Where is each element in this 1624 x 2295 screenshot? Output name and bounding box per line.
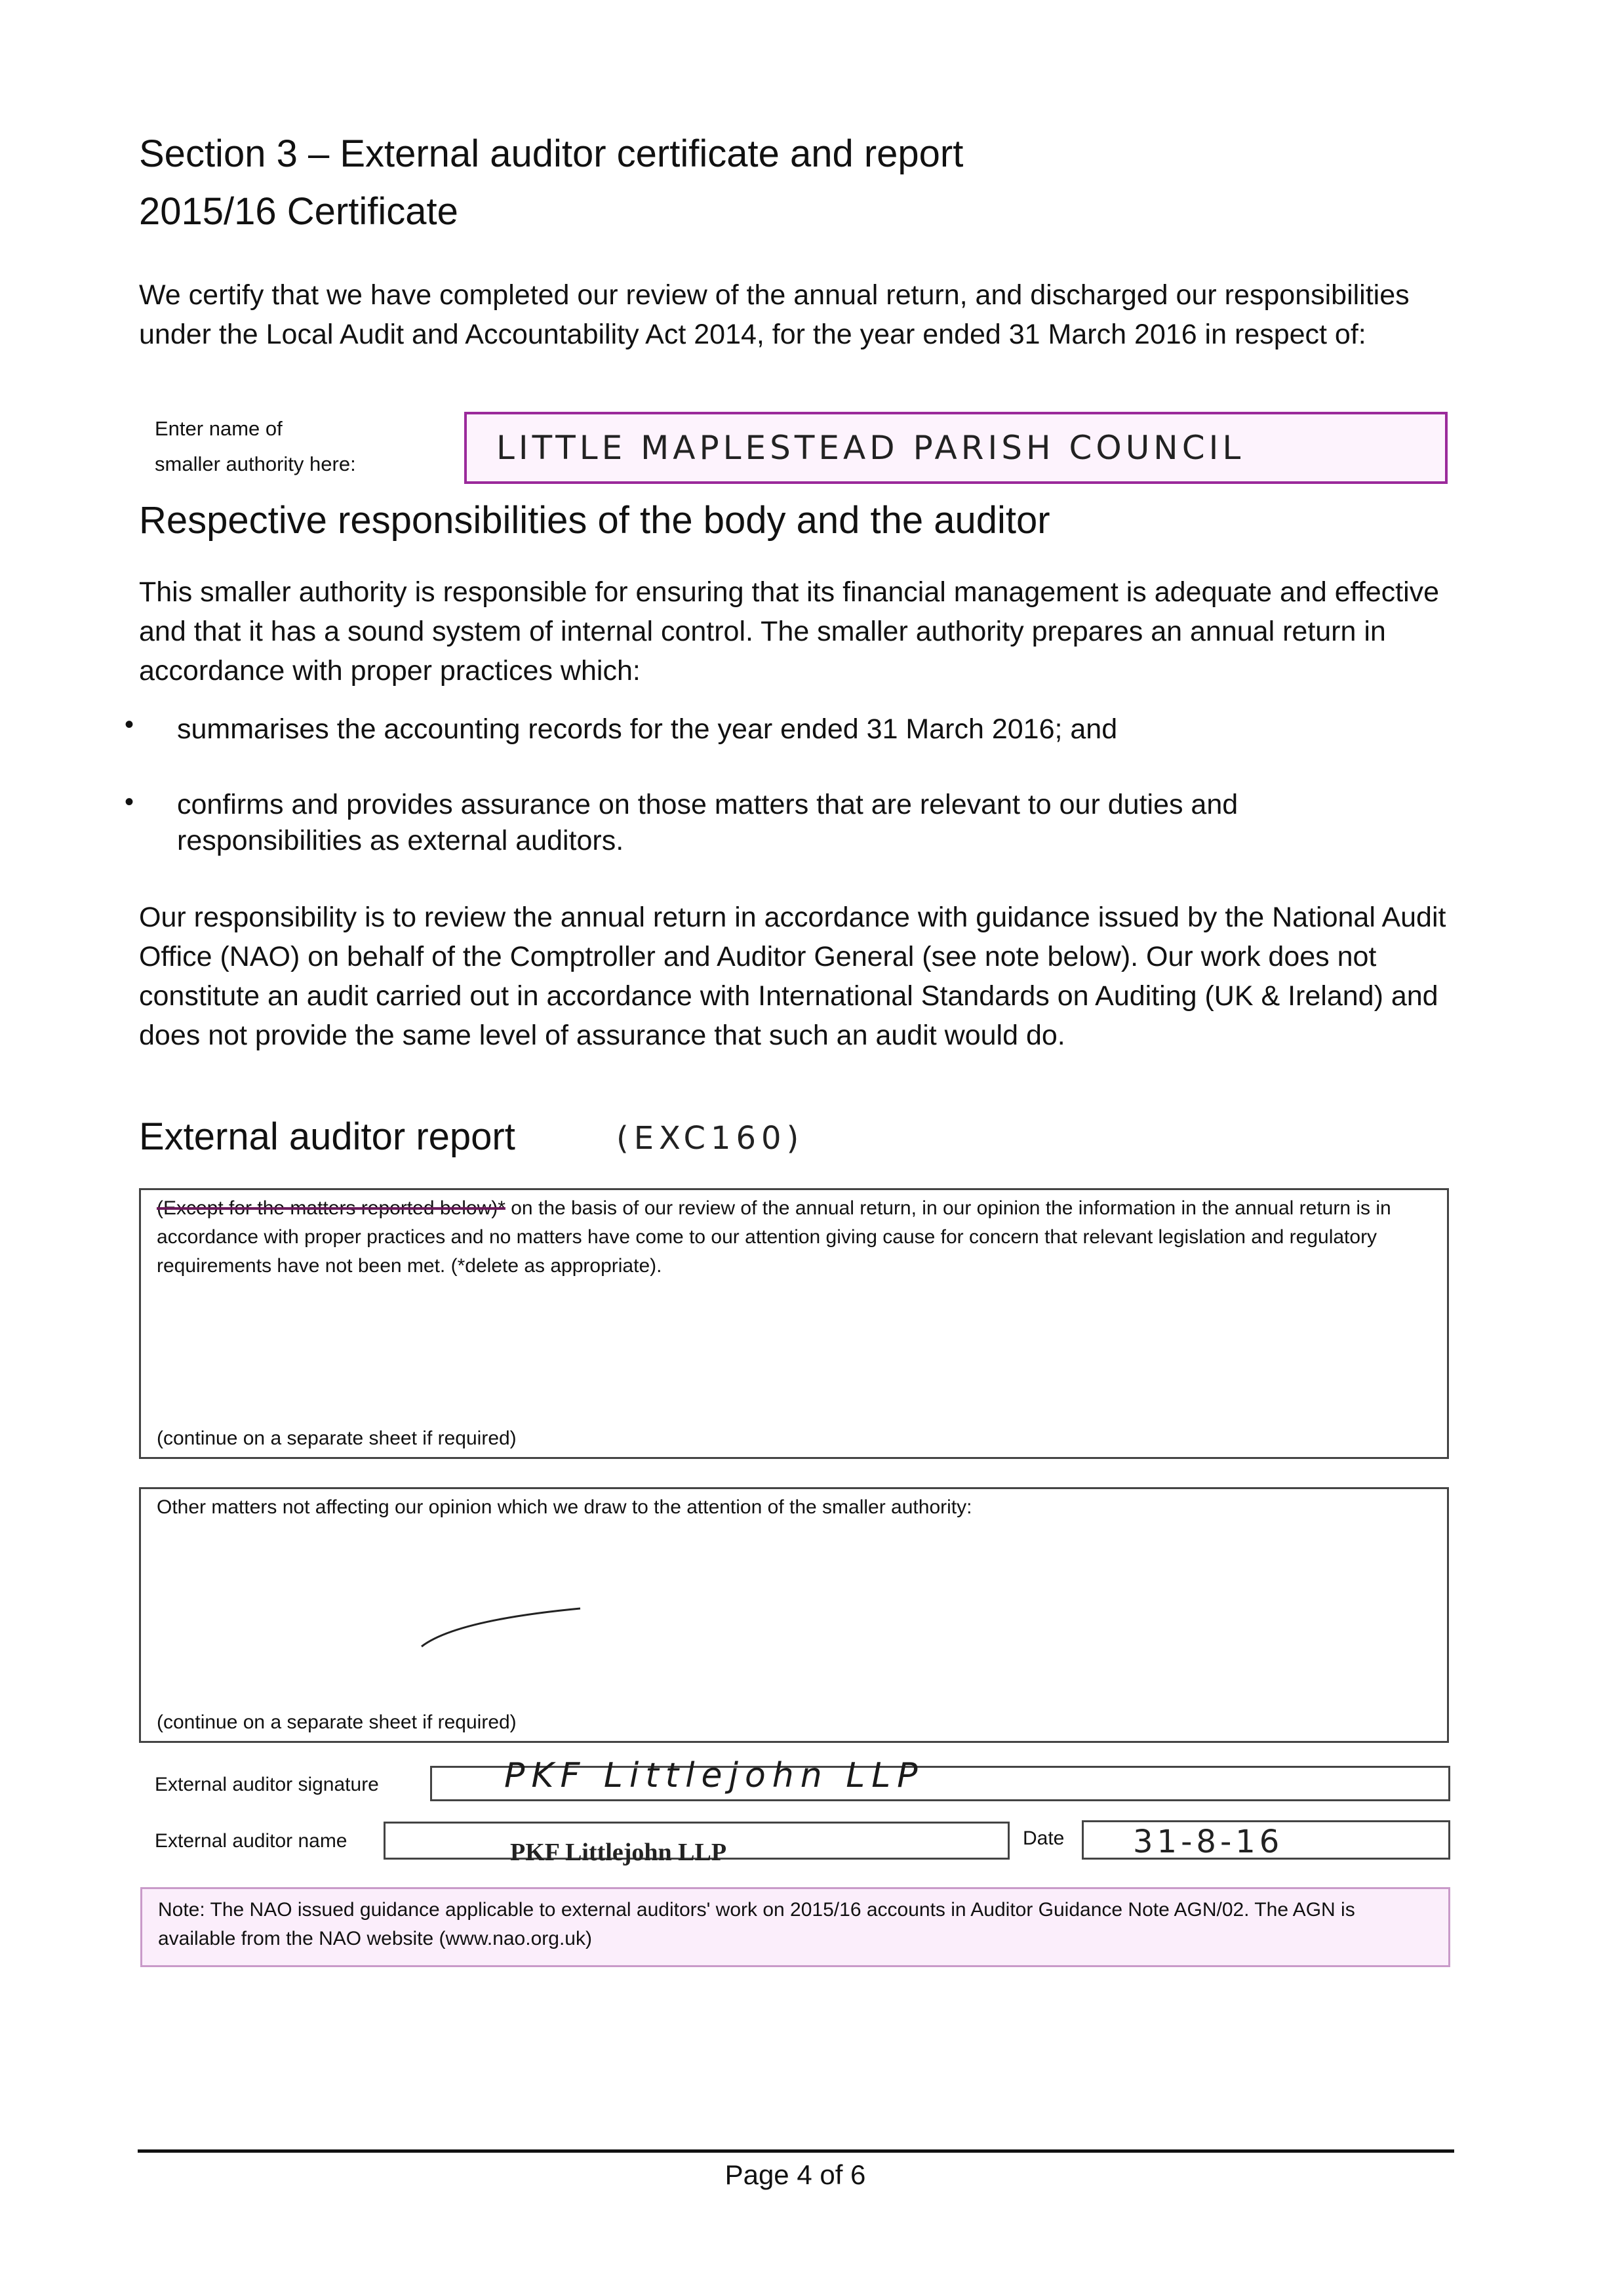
bullet-item: confirms and provides assurance on those matters that are relevant to our duties and responsibilities as external auditors. [177,789,1238,856]
bullet-dot: • [125,710,134,739]
continue-note: (continue on a separate sheet if required) [157,1711,517,1733]
certificate-title: 2015/16 Certificate [139,190,458,233]
date-label: Date [1023,1827,1065,1849]
authority-label-line1: Enter name of [155,417,283,440]
report-heading: External auditor report [139,1115,515,1158]
date-value: 31-8-16 [1133,1824,1284,1860]
other-matters-label: Other matters not affecting our opinion which we draw to the attention of the smaller authority: [157,1496,972,1518]
page-number: Page 4 of 6 [724,2159,866,2190]
responsibilities-heading: Respective responsibilities of the body and the auditor [139,499,1050,542]
bullet-item: summarises the accounting records for the year ended 31 March 2016; and [177,713,1118,745]
signature-value: PKF Littlejohn LLP [504,1756,924,1795]
authority-name-field[interactable] [464,412,1448,484]
auditor-name-value: PKF Littlejohn LLP [510,1839,727,1866]
authority-label [155,414,356,479]
signature-field[interactable] [430,1756,1450,1801]
opinion-box[interactable] [139,1188,1449,1459]
other-matters-box[interactable] [139,1487,1449,1743]
certificate-statement: We certify that we have completed our review of the annual return, and discharged our responsibilities under the Local Audit and Accountability Act 2014, for the year ended 31 March 2016 in respect of: [139,279,1410,350]
signature-label: External auditor signature [155,1774,379,1795]
opinion-body: on the basis of our review of the annual return, in our opinion the information in the annual return is in accordance with proper practices and no matters have come to our attention giving cause for concern that relevant legislation and regulatory requirements have not been met. (*delete as appropriate). [157,1197,1391,1277]
handwritten-reference: (EXC160) [616,1120,804,1157]
auditor-name-field[interactable] [384,1822,1010,1866]
struck-qualification: (Except for the matters reported below)* [157,1197,505,1219]
continue-note: (continue on a separate sheet if required) [157,1427,517,1449]
opinion-text [157,1194,1435,1281]
responsibilities-intro: This smaller authority is responsible for ensuring that its financial management is adequate and effective and that it has a sound system of internal control. The smaller authority prepares an annual return in accordance with proper practices which: [139,576,1440,687]
auditor-name-label: External auditor name [155,1830,347,1852]
pen-stroke-mark [416,1594,587,1653]
authority-name-value: LITTLE MAPLESTEAD PARISH COUNCIL [496,429,1245,467]
date-field[interactable] [1082,1820,1450,1860]
footer-rule [138,2149,1454,2153]
authority-label-line2: smaller authority here: [155,452,356,475]
nao-note-box [140,1887,1450,1967]
section-title: Section 3 – External auditor certificate and report [139,132,964,175]
bullet-dot: • [125,788,134,816]
nao-note-text: Note: The NAO issued guidance applicable to external auditors' work on 2015/16 accounts in Auditor Guidance Note AGN/02. The AGN is available from the NAO website (www.nao.org.uk) [158,1899,1355,1949]
auditor-responsibility-paragraph: Our responsibility is to review the annual return in accordance with guidance issued by the National Audit Office (NAO) on behalf of the Comptroller and Auditor General (see note below). Our work does not constitute an audit carried out in accordance with International Standards on Auditing (UK & Ireland) and does not provide the same level of assurance that such an audit would do. [139,902,1446,1051]
